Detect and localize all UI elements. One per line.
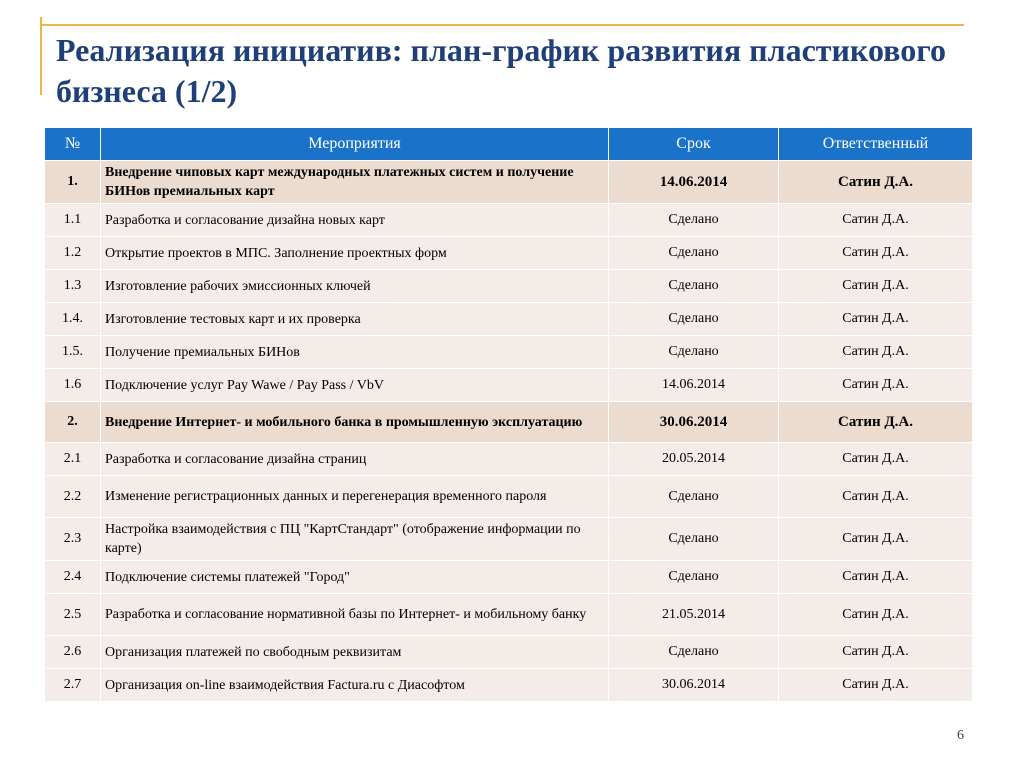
table-section-row <box>45 402 973 443</box>
row-number: 2.6 <box>45 636 101 669</box>
row-deadline: 30.06.2014 <box>609 669 779 702</box>
row-responsible: Сатин Д.А. <box>779 636 973 669</box>
row-deadline: Сделано <box>609 561 779 594</box>
row-task: Разработка и согласование дизайна новых карт <box>101 204 609 237</box>
table-row <box>45 303 973 336</box>
row-responsible: Сатин Д.А. <box>779 369 973 402</box>
row-responsible: Сатин Д.А. <box>779 561 973 594</box>
row-responsible: Сатин Д.А. <box>779 270 973 303</box>
row-responsible: Сатин Д.А. <box>779 518 973 561</box>
row-number: 1. <box>45 161 101 204</box>
row-task: Разработка и согласование нормативной базы по Интернет- и мобильному банку <box>101 594 609 636</box>
row-deadline: 21.05.2014 <box>609 594 779 636</box>
row-responsible: Сатин Д.А. <box>779 161 973 204</box>
row-responsible: Сатин Д.А. <box>779 476 973 518</box>
row-number: 2. <box>45 402 101 443</box>
row-number: 1.5. <box>45 336 101 369</box>
row-task: Разработка и согласование дизайна страниц <box>101 443 609 476</box>
row-deadline: 14.06.2014 <box>609 161 779 204</box>
table-row <box>45 270 973 303</box>
row-task: Получение премиальных БИНов <box>101 336 609 369</box>
page-number: 6 <box>957 728 964 743</box>
row-deadline: Сделано <box>609 476 779 518</box>
row-responsible: Сатин Д.А. <box>779 443 973 476</box>
row-deadline: Сделано <box>609 336 779 369</box>
row-responsible: Сатин Д.А. <box>779 594 973 636</box>
plan-schedule-table <box>44 127 973 702</box>
table-row <box>45 443 973 476</box>
title-frame-left-line <box>40 17 42 95</box>
table-row <box>45 369 973 402</box>
row-task: Изменение регистрационных данных и перегенерация временного пароля <box>101 476 609 518</box>
row-deadline: Сделано <box>609 636 779 669</box>
row-number: 2.7 <box>45 669 101 702</box>
row-number: 2.1 <box>45 443 101 476</box>
row-task: Подключение услуг Pay Wawe / Pay Pass / VbV <box>101 369 609 402</box>
row-task: Организация on-line взаимодействия Factura.ru с Диасофтом <box>101 669 609 702</box>
row-number: 1.6 <box>45 369 101 402</box>
row-task: Открытие проектов в МПС. Заполнение проектных форм <box>101 237 609 270</box>
row-number: 2.5 <box>45 594 101 636</box>
table-row <box>45 594 973 636</box>
row-deadline: Сделано <box>609 518 779 561</box>
header-responsible: Ответственный <box>779 128 973 161</box>
table-section-row <box>45 161 973 204</box>
row-responsible: Сатин Д.А. <box>779 237 973 270</box>
row-deadline: 20.05.2014 <box>609 443 779 476</box>
slide-title: Реализация инициатив: план-график развития пластикового бизнеса (1/2) <box>56 32 946 109</box>
header-activities: Мероприятия <box>101 128 609 161</box>
row-task: Внедрение Интернет- и мобильного банка в промышленную эксплуатацию <box>101 402 609 443</box>
table-row <box>45 561 973 594</box>
row-responsible: Сатин Д.А. <box>779 303 973 336</box>
table-row <box>45 669 973 702</box>
row-number: 1.4. <box>45 303 101 336</box>
row-deadline: Сделано <box>609 204 779 237</box>
row-task: Изготовление рабочих эмиссионных ключей <box>101 270 609 303</box>
table-row <box>45 476 973 518</box>
row-task: Внедрение чиповых карт международных платежных систем и получение БИНов премиальных карт <box>101 161 609 204</box>
row-number: 2.4 <box>45 561 101 594</box>
header-number: № <box>45 128 101 161</box>
table-row <box>45 336 973 369</box>
table-row <box>45 636 973 669</box>
table-row <box>45 237 973 270</box>
row-number: 1.1 <box>45 204 101 237</box>
row-deadline: 14.06.2014 <box>609 369 779 402</box>
table-row <box>45 518 973 561</box>
row-number: 2.2 <box>45 476 101 518</box>
row-responsible: Сатин Д.А. <box>779 336 973 369</box>
row-task: Подключение системы платежей "Город" <box>101 561 609 594</box>
row-responsible: Сатин Д.А. <box>779 204 973 237</box>
header-deadline: Срок <box>609 128 779 161</box>
row-task: Настройка взаимодействия с ПЦ "КартСтандарт" (отображение информации по карте) <box>101 518 609 561</box>
row-number: 1.2 <box>45 237 101 270</box>
row-responsible: Сатин Д.А. <box>779 402 973 443</box>
row-responsible: Сатин Д.А. <box>779 669 973 702</box>
row-deadline: Сделано <box>609 270 779 303</box>
row-task: Организация платежей по свободным реквизитам <box>101 636 609 669</box>
row-number: 1.3 <box>45 270 101 303</box>
row-number: 2.3 <box>45 518 101 561</box>
row-deadline: Сделано <box>609 237 779 270</box>
row-deadline: Сделано <box>609 303 779 336</box>
row-deadline: 30.06.2014 <box>609 402 779 443</box>
table-row <box>45 204 973 237</box>
row-task: Изготовление тестовых карт и их проверка <box>101 303 609 336</box>
table-header-row <box>45 128 973 161</box>
title-frame-top-line <box>40 24 964 26</box>
